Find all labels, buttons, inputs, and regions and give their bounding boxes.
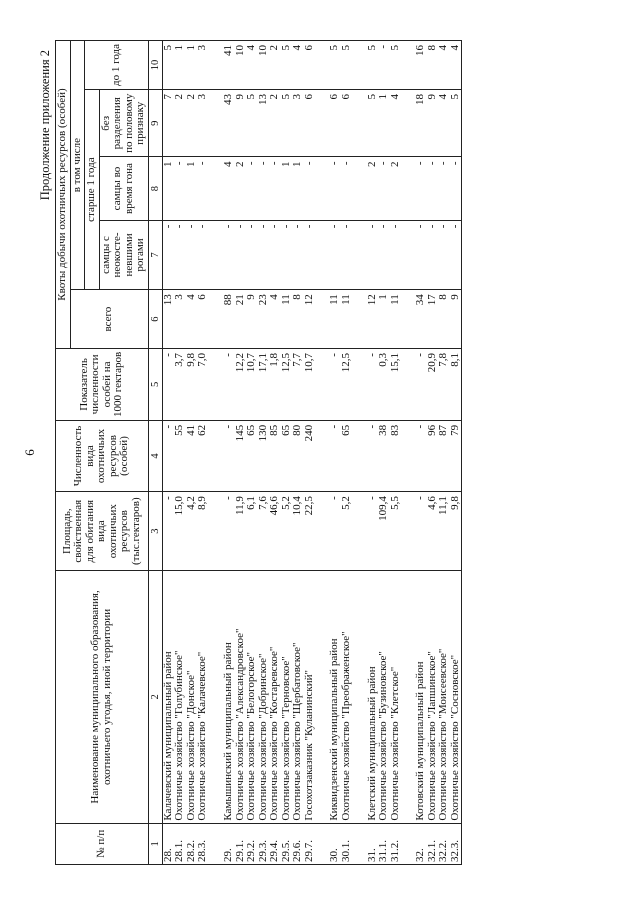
row-density: 7,8 — [438, 349, 450, 421]
column-number-row — [148, 41, 162, 865]
row-no-sex: 4 — [390, 90, 402, 157]
row-males-antlers: - — [390, 220, 402, 290]
spacer-cell — [315, 41, 329, 90]
table-row — [197, 41, 209, 865]
row-males-rut: - — [450, 157, 462, 220]
row-density: 10,7 — [304, 349, 316, 421]
row-area: 109,4 — [378, 492, 390, 571]
row-area: 8,9 — [197, 492, 209, 571]
row-under1: 8 — [427, 41, 439, 90]
row-number: 29.3. — [258, 823, 270, 864]
spacer-cell — [209, 220, 223, 290]
header-older: старше 1 года — [85, 90, 100, 290]
row-population: 96 — [427, 420, 439, 491]
row-no-sex: 9 — [235, 90, 247, 157]
spacer-cell — [401, 420, 415, 491]
row-name: Калачевский муниципальный район — [162, 571, 174, 823]
row-name: Охотничье хозяйство "Сосновское" — [450, 571, 462, 823]
row-males-antlers: - — [246, 220, 258, 290]
row-name: Охотничье хозяйство "Донское" — [186, 571, 198, 823]
row-under1: 4 — [438, 41, 450, 90]
spacer-cell — [353, 823, 367, 864]
row-number: 29.7. — [304, 823, 316, 864]
row-population: - — [367, 420, 379, 491]
row-males-antlers: - — [427, 220, 439, 290]
row-population: - — [223, 420, 235, 491]
row-males-rut: - — [174, 157, 186, 220]
row-total: 3 — [174, 290, 186, 349]
spacer-cell — [401, 571, 415, 823]
row-total: 11 — [390, 290, 402, 349]
row-males-rut: - — [258, 157, 270, 220]
row-no-sex: 1 — [378, 90, 390, 157]
row-males-antlers: - — [258, 220, 270, 290]
row-no-sex: 3 — [292, 90, 304, 157]
spacer-cell — [209, 90, 223, 157]
row-males-antlers: - — [438, 220, 450, 290]
row-density: 20,9 — [427, 349, 439, 421]
spacer-cell — [315, 349, 329, 421]
row-density: 17,1 — [258, 349, 270, 421]
row-area: 15,0 — [174, 492, 186, 571]
row-total: 9 — [246, 290, 258, 349]
row-males-rut: - — [438, 157, 450, 220]
row-number: 29.2. — [246, 823, 258, 864]
row-number: 31.2. — [390, 823, 402, 864]
row-population: 41 — [186, 420, 198, 491]
row-density: 3,7 — [174, 349, 186, 421]
header-population: Численность вида охотничьих ресурсов (особей) — [56, 420, 149, 491]
row-number: 29.4. — [269, 823, 281, 864]
row-males-antlers: - — [223, 220, 235, 290]
row-density: - — [329, 349, 341, 421]
spacer-cell — [315, 492, 329, 571]
row-no-sex: 18 — [415, 90, 427, 157]
spacer-cell — [353, 571, 367, 823]
row-males-antlers: - — [341, 220, 353, 290]
row-males-antlers: - — [162, 220, 174, 290]
row-name: Киквидзенский муниципальный район — [329, 571, 341, 823]
spacer-cell — [401, 823, 415, 864]
row-number: 30.1. — [341, 823, 353, 864]
column-number: 4 — [148, 420, 162, 491]
row-name: Охотничье хозяйство "Калачевское" — [197, 571, 209, 823]
spacer-cell — [315, 157, 329, 220]
row-males-antlers: - — [197, 220, 209, 290]
table-row — [223, 41, 235, 865]
row-males-antlers: - — [304, 220, 316, 290]
row-males-antlers: - — [378, 220, 390, 290]
row-males-rut: 1 — [186, 157, 198, 220]
row-under1: 5 — [367, 41, 379, 90]
row-under1: 4 — [246, 41, 258, 90]
row-total: 12 — [304, 290, 316, 349]
row-density: - — [223, 349, 235, 421]
row-males-antlers: - — [186, 220, 198, 290]
row-name: Охотничье хозяйство "Моисеевское" — [438, 571, 450, 823]
row-area: - — [162, 492, 174, 571]
row-population: - — [329, 420, 341, 491]
row-under1: 10 — [235, 41, 247, 90]
row-name: Охотничье хозяйство "Щербатовское" — [292, 571, 304, 823]
row-population: 130 — [258, 420, 270, 491]
row-males-rut: - — [329, 157, 341, 220]
spacer-cell — [353, 492, 367, 571]
row-males-rut: - — [341, 157, 353, 220]
spacer-cell — [315, 571, 329, 823]
header-under1: до 1 года — [85, 41, 149, 90]
row-males-antlers: - — [269, 220, 281, 290]
spacer-cell — [353, 290, 367, 349]
row-area: 11,1 — [438, 492, 450, 571]
table-body — [162, 41, 461, 865]
row-number: 30. — [329, 823, 341, 864]
row-males-antlers: - — [281, 220, 293, 290]
row-name: Госохотзаказник "Куланинский" — [304, 571, 316, 823]
row-density: 12,5 — [281, 349, 293, 421]
spacer-cell — [401, 349, 415, 421]
row-population: 87 — [438, 420, 450, 491]
row-name: Охотничье хозяйство "Лапшинское" — [427, 571, 439, 823]
row-total: 34 — [415, 290, 427, 349]
row-total: 88 — [223, 290, 235, 349]
row-density: 0,3 — [378, 349, 390, 421]
row-area: - — [223, 492, 235, 571]
row-under1: 4 — [450, 41, 462, 90]
row-total: 4 — [269, 290, 281, 349]
row-under1: 6 — [304, 41, 316, 90]
page-number: 6 — [22, 449, 37, 456]
row-density: - — [415, 349, 427, 421]
row-no-sex: 4 — [438, 90, 450, 157]
row-name: Камышинский муниципальный район — [223, 571, 235, 823]
row-males-rut: - — [269, 157, 281, 220]
row-no-sex: 5 — [281, 90, 293, 157]
row-no-sex: 2 — [269, 90, 281, 157]
spacer-row — [209, 41, 223, 865]
column-number: 9 — [148, 90, 162, 157]
row-no-sex: 3 — [197, 90, 209, 157]
table-row — [415, 41, 427, 865]
spacer-cell — [353, 90, 367, 157]
row-no-sex: 6 — [329, 90, 341, 157]
row-name: Охотничье хозяйство "Костаревское" — [269, 571, 281, 823]
row-area: - — [415, 492, 427, 571]
row-number: 31.1. — [378, 823, 390, 864]
spacer-cell — [209, 290, 223, 349]
header-name: Наименование муниципального образования, охотничьего угодья, иной территории — [56, 571, 149, 823]
row-no-sex: 2 — [186, 90, 198, 157]
row-under1: 5 — [390, 41, 402, 90]
spacer-cell — [401, 90, 415, 157]
row-population: - — [415, 420, 427, 491]
header-no: № п/п — [56, 823, 149, 864]
row-no-sex: 43 — [223, 90, 235, 157]
spacer-cell — [401, 290, 415, 349]
row-density: 9,8 — [186, 349, 198, 421]
row-population: 65 — [246, 420, 258, 491]
row-area: 5,5 — [390, 492, 402, 571]
spacer-cell — [401, 492, 415, 571]
spacer-row — [401, 41, 415, 865]
row-area: 11,9 — [235, 492, 247, 571]
row-population: 83 — [390, 420, 402, 491]
row-total: 12 — [367, 290, 379, 349]
row-density: 7,0 — [197, 349, 209, 421]
row-total: 11 — [341, 290, 353, 349]
row-density: 1,8 — [269, 349, 281, 421]
spacer-cell — [209, 157, 223, 220]
row-density: 7,7 — [292, 349, 304, 421]
header-no-sex: без разделения по половому признаку — [99, 90, 148, 157]
spacer-cell — [353, 220, 367, 290]
row-name: Охотничье хозяйство "Александровское" — [235, 571, 247, 823]
row-name: Охотничье хозяйство "Терновское" — [281, 571, 293, 823]
row-number: 29.1. — [235, 823, 247, 864]
spacer-cell — [315, 90, 329, 157]
row-no-sex: 13 — [258, 90, 270, 157]
row-density: 15,1 — [390, 349, 402, 421]
row-name: Охотничье хозяйство "Добринское" — [258, 571, 270, 823]
row-area: 5,2 — [341, 492, 353, 571]
row-number: 28.1. — [174, 823, 186, 864]
row-population: 65 — [281, 420, 293, 491]
row-males-rut: 1 — [292, 157, 304, 220]
row-no-sex: 9 — [427, 90, 439, 157]
spacer-row — [315, 41, 329, 865]
row-total: 13 — [162, 290, 174, 349]
spacer-cell — [209, 571, 223, 823]
spacer-cell — [401, 41, 415, 90]
row-males-rut: 1 — [281, 157, 293, 220]
row-under1: 5 — [329, 41, 341, 90]
row-under1: 5 — [341, 41, 353, 90]
column-number: 3 — [148, 492, 162, 571]
row-area: - — [367, 492, 379, 571]
row-under1: 1 — [174, 41, 186, 90]
row-number: 31. — [367, 823, 379, 864]
spacer-cell — [353, 41, 367, 90]
table-row — [390, 41, 402, 865]
quota-table — [55, 40, 462, 865]
continuation-title: Продолжение приложения 2 — [38, 50, 52, 201]
row-population: 240 — [304, 420, 316, 491]
row-population: 65 — [341, 420, 353, 491]
row-under1: 16 — [415, 41, 427, 90]
table-row — [246, 41, 258, 865]
row-total: 1 — [378, 290, 390, 349]
row-no-sex: 5 — [367, 90, 379, 157]
row-name: Охотничье хозяйство "Белогорское" — [246, 571, 258, 823]
spacer-cell — [209, 420, 223, 491]
spacer-cell — [315, 823, 329, 864]
row-area: 5,2 — [281, 492, 293, 571]
row-number: 29. — [223, 823, 235, 864]
header-males-antlers: самцы с неокосте- невшими рогами — [99, 220, 148, 290]
row-population: 38 — [378, 420, 390, 491]
spacer-cell — [315, 290, 329, 349]
table-row — [378, 41, 390, 865]
row-area: 9,8 — [450, 492, 462, 571]
row-no-sex: 7 — [162, 90, 174, 157]
spacer-cell — [209, 41, 223, 90]
row-total: 23 — [258, 290, 270, 349]
row-males-rut: - — [427, 157, 439, 220]
row-name: Клетский муниципальный район — [367, 571, 379, 823]
row-density: - — [367, 349, 379, 421]
row-number: 29.6. — [292, 823, 304, 864]
spacer-cell — [315, 420, 329, 491]
row-density: 12,5 — [341, 349, 353, 421]
row-total: 9 — [450, 290, 462, 349]
row-males-rut: 2 — [235, 157, 247, 220]
column-number: 1 — [148, 823, 162, 864]
row-area: - — [329, 492, 341, 571]
spacer-cell — [401, 220, 415, 290]
spacer-cell — [209, 349, 223, 421]
column-number: 6 — [148, 290, 162, 349]
row-total: 21 — [235, 290, 247, 349]
row-under1: 3 — [197, 41, 209, 90]
row-number: 29.5. — [281, 823, 293, 864]
row-males-rut: 1 — [162, 157, 174, 220]
row-total: 17 — [427, 290, 439, 349]
row-no-sex: 5 — [450, 90, 462, 157]
header-including: в том числе — [70, 41, 85, 290]
row-no-sex: 6 — [341, 90, 353, 157]
row-population: 85 — [269, 420, 281, 491]
header-area: Площадь, свойственная для обитания вида охотничьих ресурсов (тыс.гектаров) — [56, 492, 149, 571]
spacer-cell — [315, 220, 329, 290]
row-population: 80 — [292, 420, 304, 491]
spacer-cell — [209, 823, 223, 864]
row-under1: 2 — [269, 41, 281, 90]
row-no-sex: 5 — [246, 90, 258, 157]
row-population: 55 — [174, 420, 186, 491]
row-number: 32.1. — [427, 823, 439, 864]
row-males-antlers: - — [329, 220, 341, 290]
row-total: 11 — [329, 290, 341, 349]
row-area: 22,5 — [304, 492, 316, 571]
row-under1: - — [378, 41, 390, 90]
row-density: 12,2 — [235, 349, 247, 421]
spacer-cell — [353, 349, 367, 421]
row-no-sex: 2 — [174, 90, 186, 157]
table-row — [450, 41, 462, 865]
column-number: 8 — [148, 157, 162, 220]
row-density: 8,1 — [450, 349, 462, 421]
row-males-rut: - — [246, 157, 258, 220]
spacer-cell — [353, 420, 367, 491]
row-number: 28.3. — [197, 823, 209, 864]
row-name: Охотничье хозяйство "Бузиновское" — [378, 571, 390, 823]
row-total: 6 — [197, 290, 209, 349]
row-name: Котовский муниципальный район — [415, 571, 427, 823]
row-males-rut: - — [304, 157, 316, 220]
row-number: 32.2. — [438, 823, 450, 864]
row-males-rut: 4 — [223, 157, 235, 220]
column-number: 2 — [148, 571, 162, 823]
row-males-antlers: - — [292, 220, 304, 290]
header-density: Показатель численности особей на 1000 гектаров — [56, 349, 149, 421]
row-name: Охотничье хозяйство "Клетское" — [390, 571, 402, 823]
row-males-rut: 2 — [367, 157, 379, 220]
row-area: 6,1 — [246, 492, 258, 571]
row-males-rut: - — [415, 157, 427, 220]
row-males-rut: - — [378, 157, 390, 220]
row-under1: 5 — [281, 41, 293, 90]
row-name: Охотничье хозяйство "Голубинское" — [174, 571, 186, 823]
row-population: - — [162, 420, 174, 491]
row-area: 4,6 — [427, 492, 439, 571]
row-under1: 41 — [223, 41, 235, 90]
row-under1: 1 — [186, 41, 198, 90]
row-total: 11 — [281, 290, 293, 349]
row-males-antlers: - — [174, 220, 186, 290]
row-population: 79 — [450, 420, 462, 491]
table-row — [341, 41, 353, 865]
row-area: 46,6 — [269, 492, 281, 571]
row-males-rut: - — [197, 157, 209, 220]
spacer-cell — [401, 157, 415, 220]
column-number: 7 — [148, 220, 162, 290]
row-total: 4 — [186, 290, 198, 349]
row-no-sex: 6 — [304, 90, 316, 157]
row-under1: 5 — [162, 41, 174, 90]
row-name: Охотничье хозяйство "Преображенское" — [341, 571, 353, 823]
row-total: 8 — [292, 290, 304, 349]
row-males-antlers: - — [235, 220, 247, 290]
row-males-antlers: - — [367, 220, 379, 290]
spacer-row — [353, 41, 367, 865]
header-males-rut: самцы во время гона — [99, 157, 148, 220]
header-total: всего — [70, 290, 148, 349]
row-under1: 10 — [258, 41, 270, 90]
spacer-cell — [353, 157, 367, 220]
row-area: 4,2 — [186, 492, 198, 571]
column-number: 5 — [148, 349, 162, 421]
row-area: 10,4 — [292, 492, 304, 571]
row-density: - — [162, 349, 174, 421]
row-males-antlers: - — [415, 220, 427, 290]
table-row — [304, 41, 316, 865]
row-population: 145 — [235, 420, 247, 491]
row-number: 32. — [415, 823, 427, 864]
row-number: 28. — [162, 823, 174, 864]
row-density: 10,7 — [246, 349, 258, 421]
row-total: 8 — [438, 290, 450, 349]
row-males-antlers: - — [450, 220, 462, 290]
header-quotas: Квоты добычи охотничьих ресурсов (особей) — [56, 41, 71, 349]
row-males-rut: 2 — [390, 157, 402, 220]
row-number: 28.2. — [186, 823, 198, 864]
spacer-cell — [209, 492, 223, 571]
row-population: 62 — [197, 420, 209, 491]
row-number: 32.3. — [450, 823, 462, 864]
column-number: 10 — [148, 41, 162, 90]
row-under1: 4 — [292, 41, 304, 90]
row-area: 7,6 — [258, 492, 270, 571]
